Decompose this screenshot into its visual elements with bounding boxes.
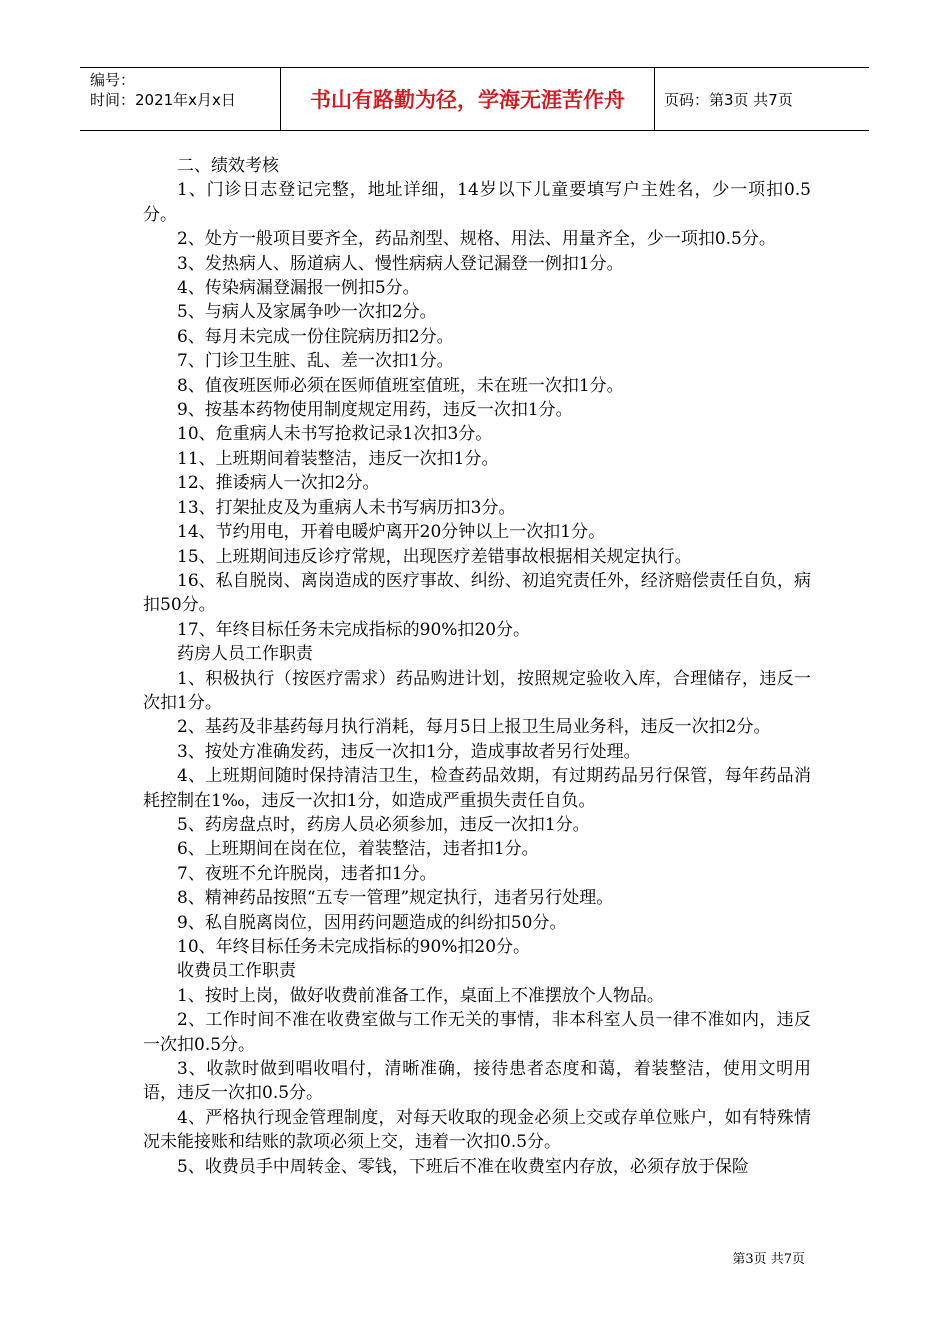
paragraph: 4、严格执行现金管理制度，对每天收取的现金必须上交或存单位账户，如有特殊情况未能接账和结账的款项必须上交，违着一次扣0.5分。 [143,1107,811,1153]
paragraph: 2、处方一般项目要齐全，药品剂型、规格、用法、用量齐全，少一项扣0.5分。 [177,229,776,250]
document-body [143,154,811,1179]
page-header [80,67,869,131]
paragraph: 4、传染病漏登漏报一例扣5分。 [177,278,420,299]
paragraph: 3、发热病人、肠道病人、慢性病病人登记漏登一例扣1分。 [177,253,624,274]
paragraph: 6、上班期间在岗在位，着装整洁，违者扣1分。 [177,839,539,860]
paragraph: 9、按基本药物使用制度规定用药，违反一次扣1分。 [177,400,573,421]
page-footer: 第3页 共7页 [732,1252,805,1267]
paragraph: 2、工作时间不准在收费室做与工作无关的事情，非本科室人员一律不准如内，违反一次扣0.5分。 [143,1010,811,1055]
paragraph: 8、精神药品按照“五专一管理”规定执行，违者另行处理。 [177,888,614,909]
paragraph: 药房人员工作职责 [177,644,313,665]
document-number-label: 编号： [90,71,136,89]
paragraph: 17、年终目标任务未完成指标的90%扣20分。 [177,619,531,640]
paragraph: 12、推诿病人一次扣2分。 [177,473,380,494]
paragraph: 二、绩效考核 [177,156,279,176]
paragraph: 14、节约用电，开着电暖炉离开20分钟以上一次扣1分。 [177,522,606,543]
paragraph: 6、每月未完成一份住院病历扣2分。 [177,326,454,347]
paragraph: 1、门诊日志登记完整，地址详细，14岁以下儿童要填写户主姓名，少一项扣0.5分。 [143,180,811,225]
paragraph: 10、危重病人未书写抢救记录1次扣3分。 [177,424,493,445]
header-motto: 书山有路勤为径，学海无涯苦作舟 [281,68,655,130]
paragraph: 5、与病人及家属争吵一次扣2分。 [177,302,437,323]
paragraph: 10、年终目标任务未完成指标的90%扣20分。 [177,937,531,957]
header-meta [80,68,281,130]
paragraph: 3、收款时做到唱收唱付，清晰准确，接待患者态度和蔼，着装整洁，使用文明用语，违反一次扣0.5分。 [143,1059,811,1104]
paragraph: 收费员工作职责 [177,961,296,982]
paragraph: 7、门诊卫生脏、乱、差一次扣1分。 [177,351,454,372]
paragraph: 4、上班期间随时保持清洁卫生，检查药品效期，有过期药品另行保管，每年药品消耗控制在1‰，违反一次扣1分，如造成严重损失责任自负。 [143,766,811,811]
paragraph: 9、私自脱离岗位，因用药问题造成的纠纷扣50分。 [177,912,567,933]
paragraph: 8、值夜班医师必须在医师值班室值班，未在班一次扣1分。 [177,375,624,396]
paragraph: 1、积极执行（按医疗需求）药品购进计划，按照规定验收入库，合理储存，违反一次扣1分。 [143,668,811,713]
paragraph: 7、夜班不允许脱岗，违者扣1分。 [177,863,437,884]
paragraph: 11、上班期间着装整洁，违反一次扣1分。 [177,448,499,469]
paragraph: 5、收费员手中周转金、零钱，下班后不准在收费室内存放，必须存放于保险 [177,1156,749,1177]
paragraph: 13、打架扯皮及为重病人未书写病历扣3分。 [177,497,516,518]
header-page-label: 页码：第3页 共7页 [664,90,793,109]
paragraph: 1、按时上岗，做好收费前准备工作，桌面上不准摆放个人物品。 [177,985,664,1006]
paragraph: 2、基药及非基药每月执行消耗，每月5日上报卫生局业务科，违反一次扣2分。 [177,717,771,738]
paragraph: 15、上班期间违反诊疗常规，出现医疗差错事故根据相关规定执行。 [177,546,692,567]
paragraph: 5、药房盘点时，药房人员必须参加，违反一次扣1分。 [177,814,590,835]
paragraph: 16、私自脱岗、离岗造成的医疗事故、纠纷、初追究责任外，经济赔偿责任自负，病扣50分。 [143,570,811,616]
document-time-label: 时间：2021年x月x日 [90,91,236,109]
paragraph: 3、按处方准确发药，违反一次扣1分，造成事故者另行处理。 [177,741,641,762]
